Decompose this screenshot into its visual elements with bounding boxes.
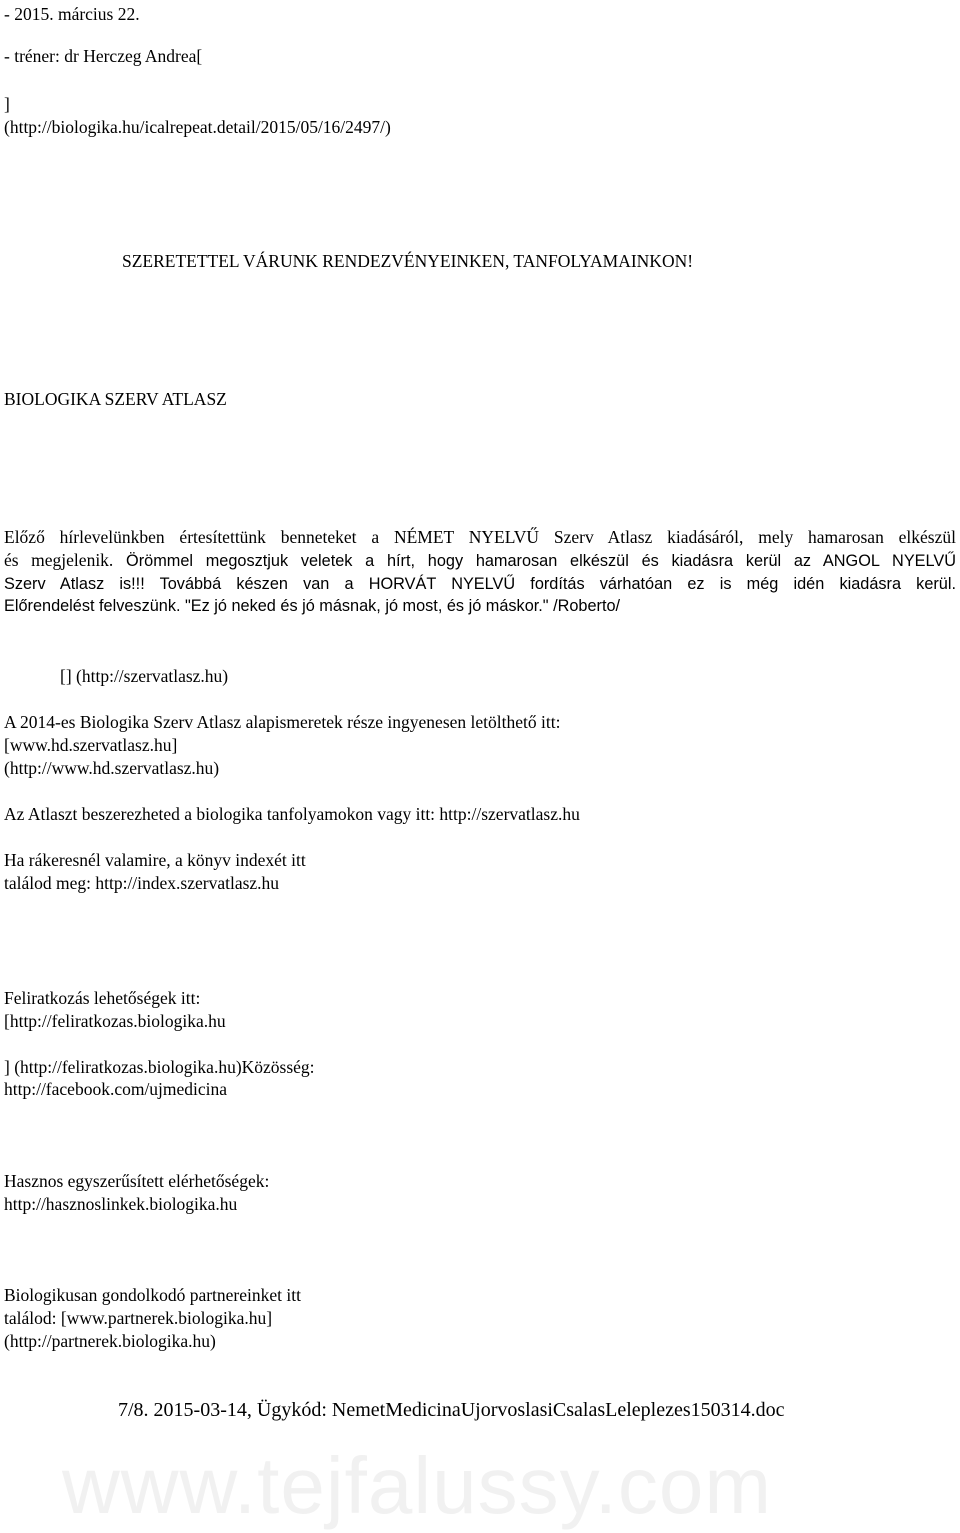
trainer-line: - tréner: dr Herczeg Andrea[ xyxy=(4,46,203,66)
event-link[interactable]: (http://biologika.hu/icalrepeat.detail/2015/05/16/2497/) xyxy=(4,117,391,137)
welcome-line: SZERETETTEL VÁRUNK RENDEZVÉNYEINKEN, TANFOLYAMAINKON! xyxy=(122,251,694,271)
purchase-line: Az Atlaszt beszerezheted a biologika tanfolyamokon vagy itt: http://szervatlasz.hu xyxy=(4,804,580,824)
partners-title: Biologikusan gondolkodó partnereinket itt xyxy=(4,1285,301,1305)
partners-url[interactable]: (http://partnerek.biologika.hu) xyxy=(4,1331,216,1351)
facebook-link[interactable]: http://facebook.com/ujmedicina xyxy=(4,1079,228,1099)
paragraph-line-2b: Örömmel megosztjuk veletek a hírt, hogy hamarosan elkészül és kiadásra kerül az ANGOL NYELVŰ xyxy=(113,551,956,570)
paragraph-line-2a: és megjelenik. xyxy=(4,549,114,570)
free-download-url[interactable]: (http://www.hd.szervatlasz.hu) xyxy=(4,758,220,778)
partners-link[interactable]: találod: [www.partnerek.biologika.hu] xyxy=(4,1308,273,1328)
event-link-bracket: ] xyxy=(4,94,10,114)
subscribe-link[interactable]: [http://feliratkozas.biologika.hu xyxy=(4,1011,226,1031)
paragraph-line-3: Szerv Atlasz is!!! Továbbá készen van a HORVÁT NYELVŰ fordítás várhatóan ez is még idén kiadásra kerül. xyxy=(4,574,956,593)
paragraph-line-2 xyxy=(4,549,956,573)
useful-links-url[interactable]: http://hasznoslinkek.biologika.hu xyxy=(4,1194,238,1214)
atlas-link[interactable]: [] (http://szervatlasz.hu) xyxy=(60,666,229,686)
watermark: www.tejfalussy.com xyxy=(62,1441,773,1530)
paragraph-line-1: Előző hírlevelünkben értesítettünk benneteket a NÉMET NYELVŰ Szerv Atlasz kiadásáról, mely hamarosan elkészül xyxy=(4,527,956,547)
free-download-text: A 2014-es Biologika Szerv Atlasz alapismeretek része ingyenesen letölthető itt: xyxy=(4,712,561,732)
index-text: Ha rákeresnél valamire, a könyv indexét itt xyxy=(4,850,306,870)
subscribe-title: Feliratkozás lehetőségek itt: xyxy=(4,988,201,1008)
paragraph-line-4: Előrendelést felveszünk. "Ez jó neked és jó másnak, jó most, és jó máskor." /Roberto/ xyxy=(4,597,621,616)
section-title: BIOLOGIKA SZERV ATLASZ xyxy=(4,389,227,409)
free-download-link[interactable]: [www.hd.szervatlasz.hu] xyxy=(4,735,178,755)
index-link[interactable]: találod meg: http://index.szervatlasz.hu xyxy=(4,873,280,893)
event-date: - 2015. március 22. xyxy=(4,4,140,24)
useful-links-title: Hasznos egyszerűsített elérhetőségek: xyxy=(4,1171,270,1191)
page-footer: 7/8. 2015-03-14, Ügykód: NemetMedicinaUjorvoslasiCsalasLeleplezes150314.doc xyxy=(118,1399,785,1421)
subscribe-community[interactable]: ] (http://feliratkozas.biologika.hu)Közösség: xyxy=(4,1057,315,1077)
atlas-paragraph xyxy=(4,526,956,618)
